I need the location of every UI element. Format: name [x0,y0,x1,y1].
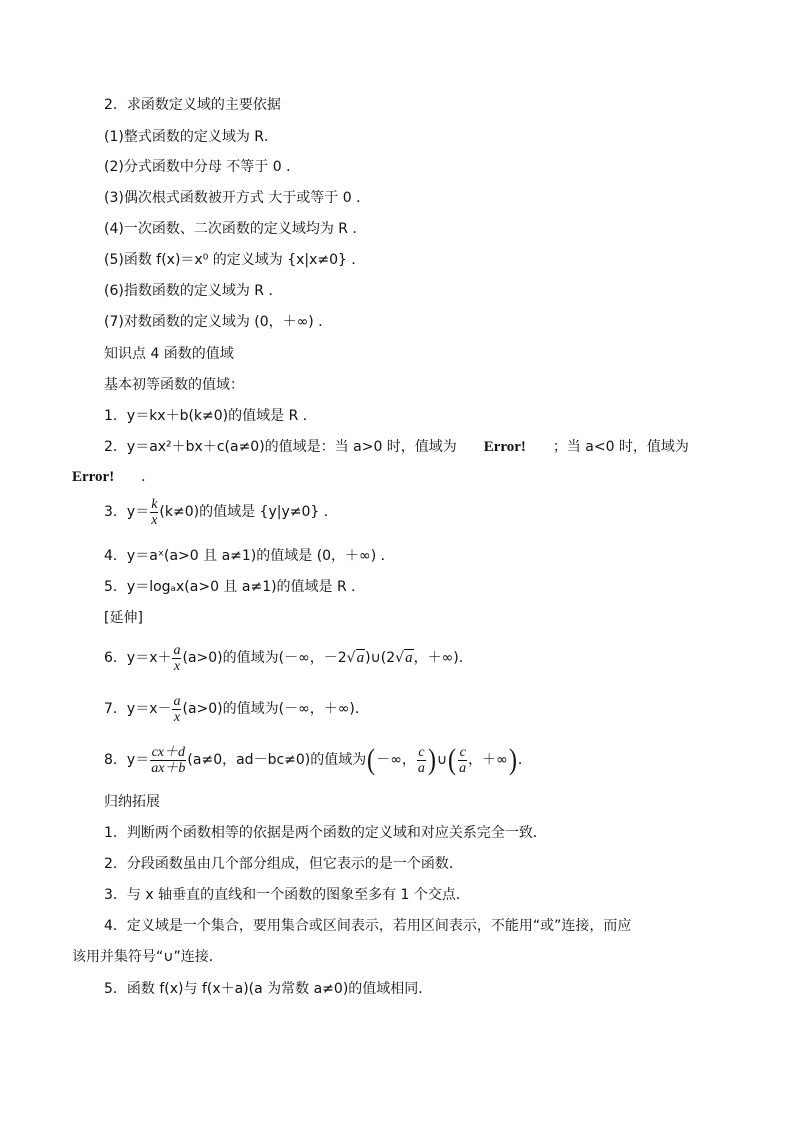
list-item: (4)一次函数、二次函数的定义域均为 R ． [104,221,367,237]
numerator: cx＋d [151,744,186,760]
denominator: x [151,512,158,528]
formula-tail: (a>0)的值域为(－∞，＋∞)． [182,701,369,717]
knowledge-point-heading: 知识点 4 函数的值域 [104,346,234,362]
extension-label: [延伸] [104,610,143,626]
range-intro: 基本初等函数的值域： [104,377,244,393]
range-line-5: 5．y＝logₐx(a>0 且 a≠1)的值域是 R ． [104,579,366,595]
summary-item: 1．判断两个函数相等的依据是两个函数的定义域和对应关系完全一致． [104,825,547,841]
error-placeholder: Error! [483,439,526,455]
formula-mid: (a≠0，ad－bc≠0)的值域为 [187,752,367,768]
list-item: (5)函数 f(x)＝x⁰ 的定义域为 {x|x≠0} ． [104,252,366,268]
summary-item: 4．定义域是一个集合，要用集合或区间表示，若用区间表示，不能用“或”连接，而应 [104,918,632,934]
list-item: (2)分式函数中分母 不等于 0 ． [104,159,301,175]
list-item: (1)整式函数的定义域为 R． [104,129,279,145]
union-symbol: ∪ [436,752,448,768]
formula-mid: (a>0)的值域为(－∞，－2 [182,650,347,666]
range-line-1: 1．y＝kx＋b(k≠0)的值域是 R ． [104,408,317,424]
formula-head: 7．y＝x－ [104,701,172,717]
formula-mid: )∪(2 [365,650,396,666]
formula-head: 3．y＝ [104,504,150,520]
sqrt-radicand: a [356,650,365,666]
range-line-2-text-b: ；当 a<0 时，值域为 [552,439,689,455]
fraction [150,497,158,528]
interval-end: ，＋∞ [468,752,508,768]
formula-head: 6．y＝x＋ [104,650,172,666]
formula-head: 8．y＝ [104,752,150,768]
period: ． [517,752,532,768]
range-line-2-text: 2．y＝ax²＋bx＋c(a≠0)的值域是：当 a>0 时，值域为 [104,439,457,455]
fraction [150,745,186,776]
summary-item: 2．分段函数虽由几个部分组成，但它表示的是一个函数． [104,856,463,872]
list-item: (6)指数函数的定义域为 R ． [104,283,283,299]
interval-start: －∞， [376,752,416,768]
list-item: (7)对数函数的定义域为 (0，＋∞) ． [104,314,333,330]
summary-item-cont: 该用并集符号“∪”连接． [72,949,223,965]
summary-item: 3．与 x 轴垂直的直线和一个函数的图象至多有 1 个交点． [104,887,470,903]
left-paren: ( [448,743,457,776]
denominator: a [459,760,467,776]
summary-heading: 归纳拓展 [104,794,160,810]
numerator: k [151,496,158,512]
extension-line-8 [104,742,532,778]
denominator: x [173,709,181,725]
summary-item: 5．函数 f(x)与 f(x＋a)(a 为常数 a≠0)的值域相同． [104,981,433,997]
right-paren: ) [508,743,517,776]
numerator: c [418,744,425,760]
extension-line-7 [104,692,369,726]
error-placeholder: Error! [72,469,115,485]
formula-tail: ，＋∞)． [413,650,473,666]
fraction [458,745,467,776]
range-line-2 [104,438,689,456]
left-paren: ( [367,743,376,776]
range-line-4: 4．y＝aˣ(a>0 且 a≠1)的值域是 (0，＋∞) ． [104,548,395,564]
denominator: ax＋b [151,760,186,776]
numerator: c [459,744,466,760]
list-item: (3)偶次根式函数被开方式 大于或等于 0 ． [104,190,371,206]
extension-line-6 [104,641,473,675]
range-line-3 [104,495,338,529]
sqrt-sign: √ [346,650,356,666]
range-line-2-cont [72,468,155,486]
numerator: a [173,642,181,658]
fraction [172,694,181,725]
sqrt-sign: √ [395,650,405,666]
period: ． [141,469,156,485]
formula-tail: (k≠0)的值域是 {y|y≠0} ． [159,504,338,520]
section-heading: 2．求函数定义域的主要依据 [104,97,281,113]
fraction [417,745,426,776]
denominator: a [417,760,425,776]
right-paren: ) [427,743,436,776]
fraction [172,643,181,674]
denominator: x [173,658,181,674]
numerator: a [173,693,181,709]
sqrt-radicand: a [405,650,413,666]
